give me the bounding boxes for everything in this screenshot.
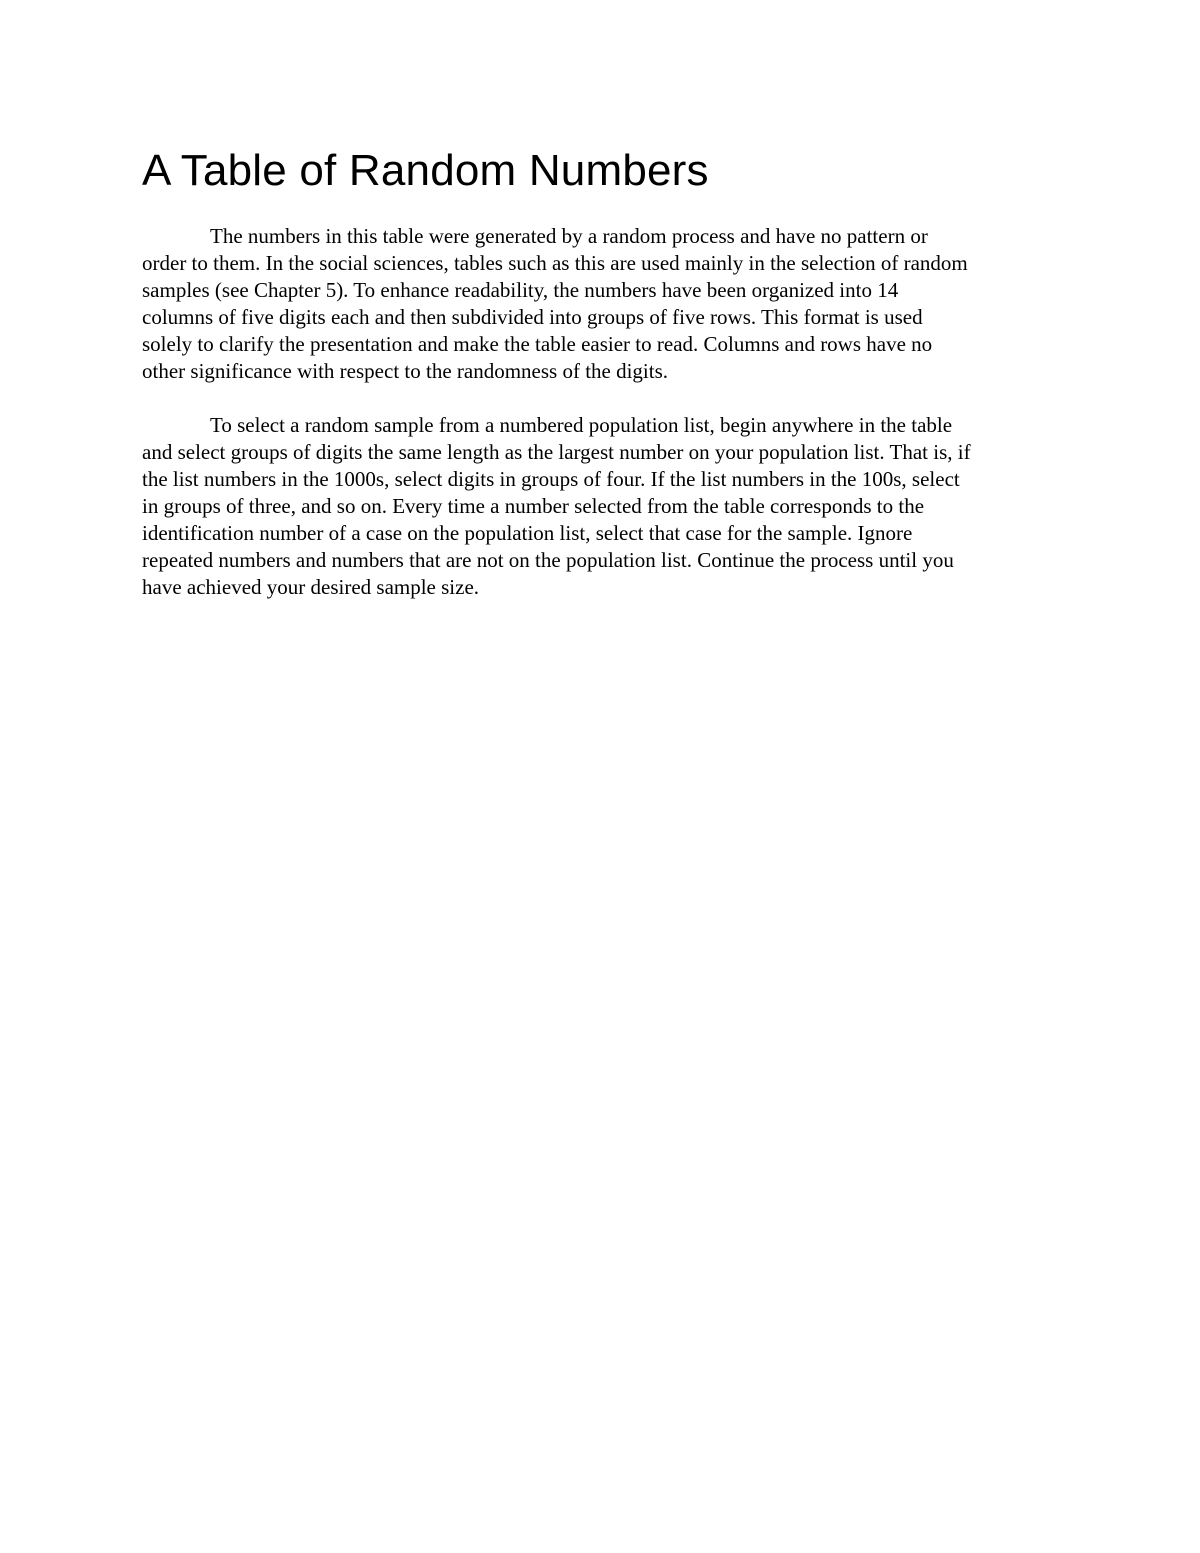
page-title: A Table of Random Numbers [142, 146, 709, 195]
document-body [142, 138, 972, 601]
instructions-paragraph: To select a random sample from a numbered population list, begin anywhere in the table and select groups of digits the same length as the largest number on your population list. That is, if the list numbers in the 1000s, select digits in groups of four. If the list numbers in the 100s, select in groups of three, and so on. Every time a number selected from the table corresponds to the identification number of a case on the population list, select that case for the sample. Ignore repeated numbers and numbers that are not on the population list. Continue the process until you have achieved your desired sample size. [142, 413, 971, 599]
intro-paragraph: The numbers in this table were generated by a random process and have no pattern or order to them. In the social sciences, tables such as this are used mainly in the selection of random samples (see Chapter 5). To enhance readability, the numbers have been organized into 14 columns of five digits each and then subdivided into groups of five rows. This format is used solely to clarify the presentation and make the table easier to read. Columns and rows have no other significance with respect to the randomness of the digits. [142, 224, 968, 383]
